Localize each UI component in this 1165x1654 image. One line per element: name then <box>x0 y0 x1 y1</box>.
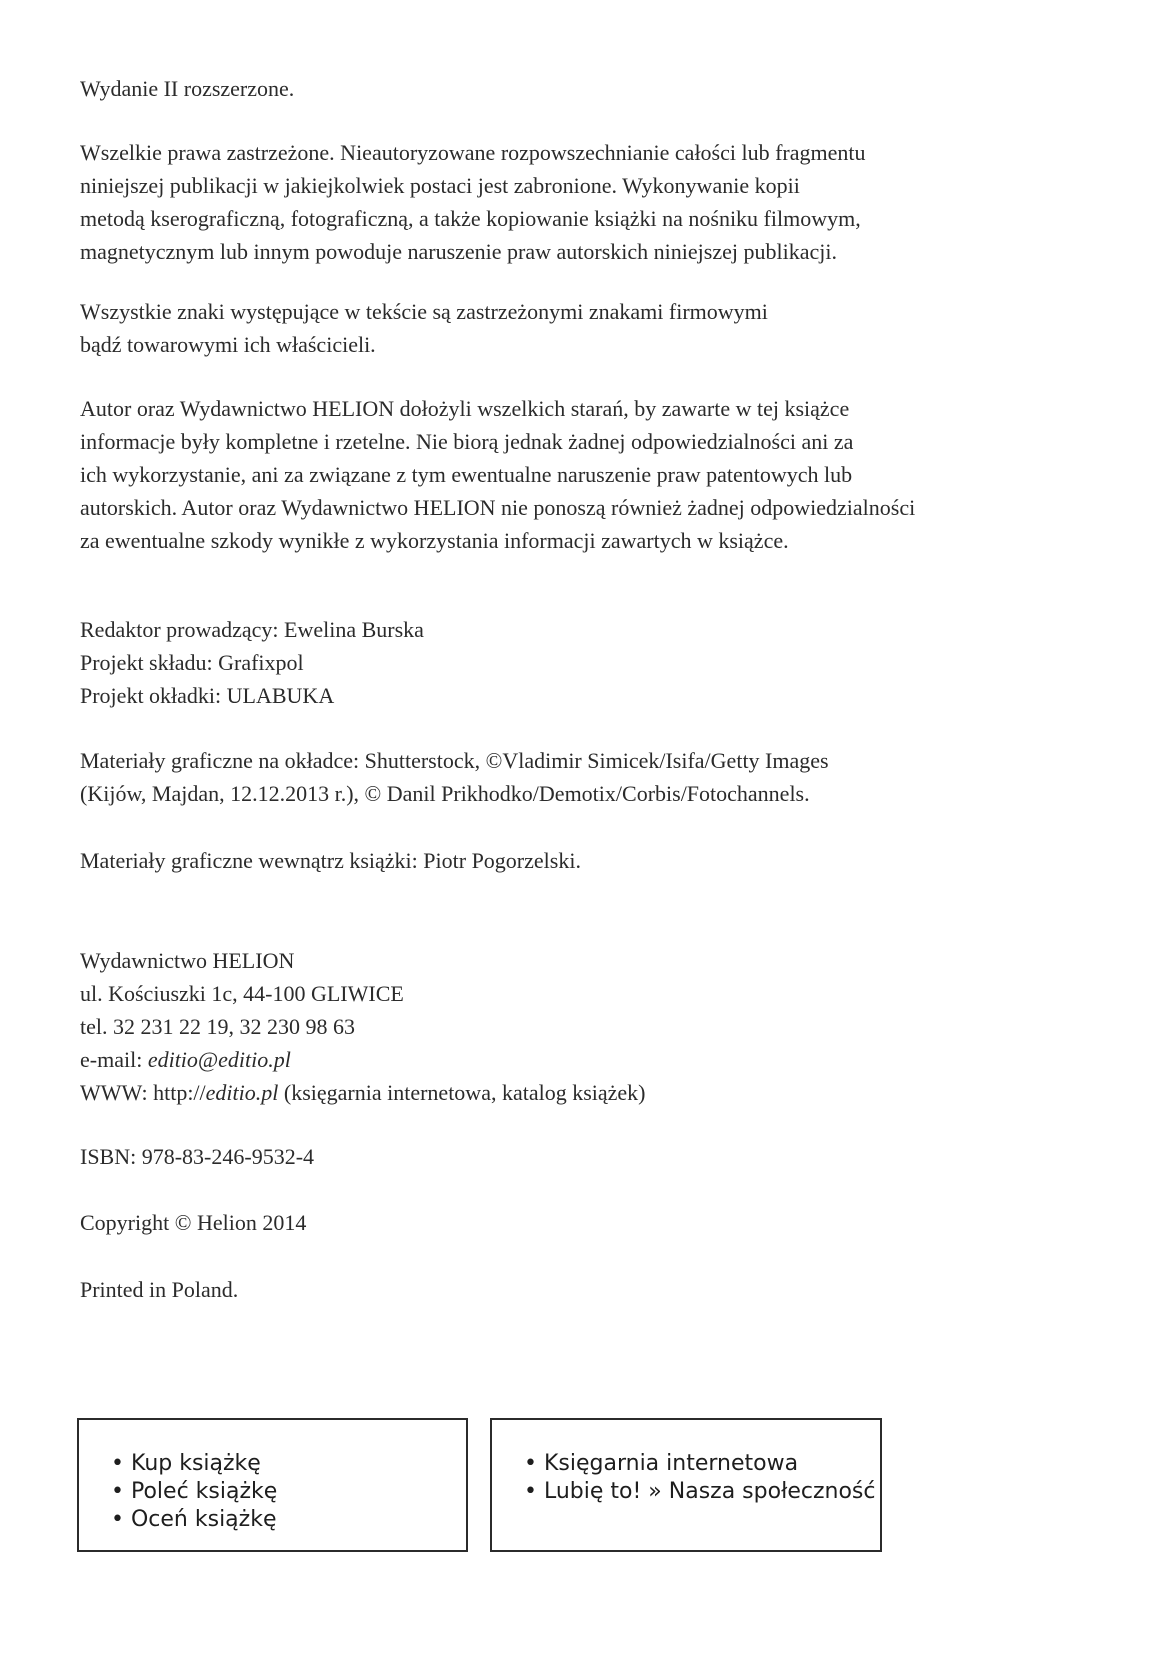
publisher-www-line <box>80 1076 1090 1109</box>
www-link[interactable]: editio.pl <box>205 1080 279 1105</box>
email-link[interactable]: editio@editio.pl <box>147 1047 291 1072</box>
trademarks-line: Wszystkie znaki występujące w tekście są zastrzeżonymi znakami firmowymi <box>80 299 768 324</box>
disclaimer-line: autorskich. Autor oraz Wydawnictwo HELION nie ponoszą również żadnej odpowiedzialności <box>80 495 916 520</box>
edition-text: Wydanie II rozszerzone. <box>80 76 295 101</box>
recommend-book-link[interactable]: • Poleć książkę <box>111 1478 466 1506</box>
community-link[interactable]: • Lubię to! » Nasza społeczność <box>524 1478 880 1506</box>
isbn-note <box>80 1140 1090 1173</box>
disclaimer-line: Autor oraz Wydawnictwo HELION dołożyli wszelkich starań, by zawarte w tej książce <box>80 396 850 421</box>
publisher-phone: tel. 32 231 22 19, 32 230 98 63 <box>80 1014 355 1039</box>
buy-book-link[interactable]: • Kup książkę <box>111 1450 466 1478</box>
publisher-contact <box>80 944 1090 1109</box>
disclaimer-line: za ewentualne szkody wynikłe z wykorzystania informacji zawartych w książce. <box>80 528 789 553</box>
email-label: e-mail: <box>80 1047 148 1072</box>
edition-note <box>80 72 1090 105</box>
online-bookstore-link[interactable]: • Księgarnia internetowa <box>524 1450 880 1478</box>
www-note: (księgarnia internetowa, katalog książek) <box>278 1080 646 1105</box>
trademarks-paragraph <box>80 295 1090 361</box>
printed-note <box>80 1273 1090 1306</box>
store-links-box <box>490 1418 882 1552</box>
disclaimer-paragraph <box>80 392 1090 557</box>
rights-line: magnetycznym lub innym powoduje naruszenie praw autorskich niniejszej publikacji. <box>80 239 837 264</box>
disclaimer-line: informacje były kompletne i rzetelne. Nie biorą jednak żadnej odpowiedzialności ani za <box>80 429 854 454</box>
inner-materials-note <box>80 844 1090 877</box>
disclaimer-line: ich wykorzystanie, ani za związane z tym ewentualne naruszenie praw patentowych lub <box>80 462 853 487</box>
publisher-address: ul. Kościuszki 1c, 44-100 GLIWICE <box>80 981 404 1006</box>
cover-materials-line: (Kijów, Majdan, 12.12.2013 r.), © Danil Prikhodko/Demotix/Corbis/Fotochannels. <box>80 781 810 806</box>
book-actions-box <box>77 1418 468 1552</box>
publisher-name: Wydawnictwo HELION <box>80 948 295 973</box>
copyright-text: Copyright © Helion 2014 <box>80 1210 307 1235</box>
credits-list <box>80 613 1090 712</box>
editor-credit: Redaktor prowadzący: Ewelina Burska <box>80 617 424 642</box>
copyright-note <box>80 1206 1090 1239</box>
rights-line: Wszelkie prawa zastrzeżone. Nieautoryzowane rozpowszechnianie całości lub fragmentu <box>80 140 866 165</box>
rate-book-link[interactable]: • Oceń książkę <box>111 1506 466 1534</box>
printed-text: Printed in Poland. <box>80 1277 239 1302</box>
rights-paragraph <box>80 136 1090 268</box>
rights-line: niniejszej publikacji w jakiejkolwiek postaci jest zabronione. Wykonywanie kopii <box>80 173 800 198</box>
cover-materials-paragraph <box>80 744 1090 810</box>
trademarks-line: bądź towarowymi ich właścicieli. <box>80 332 376 357</box>
www-label: WWW: http:// <box>80 1080 206 1105</box>
cover-design-credit: Projekt okładki: ULABUKA <box>80 683 335 708</box>
publisher-email-line <box>80 1043 1090 1076</box>
inner-materials-text: Materiały graficzne wewnątrz książki: Piotr Pogorzelski. <box>80 848 581 873</box>
rights-line: metodą kserograficzną, fotograficzną, a także kopiowanie książki na nośniku filmowym, <box>80 206 861 231</box>
cover-materials-line: Materiały graficzne na okładce: Shutterstock, ©Vladimir Simicek/Isifa/Getty Images <box>80 748 829 773</box>
layout-credit: Projekt składu: Grafixpol <box>80 650 304 675</box>
isbn-text: ISBN: 978-83-246-9532-4 <box>80 1144 315 1169</box>
